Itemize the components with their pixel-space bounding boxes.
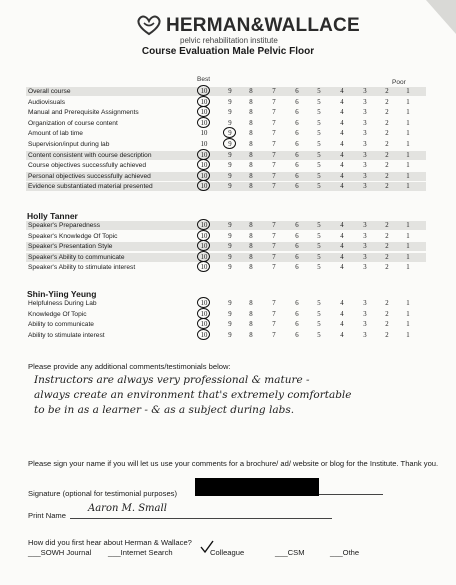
selected-rating-circle <box>197 85 210 96</box>
rating-option[interactable]: 9 <box>228 183 232 191</box>
rating-option[interactable]: 4 <box>340 141 344 148</box>
rating-option[interactable]: 2 <box>385 331 389 339</box>
rating-option[interactable]: 7 <box>272 98 276 106</box>
selected-rating-circle <box>223 138 236 149</box>
rating-option[interactable]: 5 <box>317 88 321 95</box>
signature-prompt: Please sign your name if you will let us use your comments for a brochure/ ad/ website or blog for the Institute. Thank you. <box>28 459 439 468</box>
signature-line[interactable] <box>319 494 383 495</box>
rating-option[interactable]: 5 <box>317 183 321 191</box>
rating-option[interactable]: 1 <box>406 141 410 148</box>
rating-option[interactable]: 7 <box>272 232 276 240</box>
rating-option[interactable]: 5 <box>317 130 321 138</box>
rating-option[interactable]: 4 <box>340 300 344 307</box>
rating-option[interactable]: 4 <box>340 172 344 180</box>
rating-option[interactable]: 9 <box>228 109 232 117</box>
rating-option[interactable]: 5 <box>317 109 321 117</box>
rating-option[interactable]: 9 <box>228 130 232 138</box>
rating-row-label: Audiovisuals <box>28 98 66 106</box>
rating-option[interactable]: 6 <box>295 243 299 251</box>
rating-row <box>26 182 426 191</box>
rating-option[interactable]: 3 <box>363 310 367 318</box>
selected-rating-circle <box>197 230 210 241</box>
rating-row <box>26 331 426 340</box>
rating-option[interactable]: 1 <box>406 264 410 272</box>
rating-option[interactable]: 3 <box>363 243 367 251</box>
rating-option[interactable]: 1 <box>406 98 410 106</box>
rating-option[interactable]: 3 <box>363 109 367 117</box>
rating-row <box>26 140 426 149</box>
rating-row <box>26 108 426 117</box>
rating-option[interactable]: 6 <box>295 98 299 106</box>
signature-label: Signature (optional for testimonial purposes) <box>28 489 178 498</box>
rating-option[interactable]: 6 <box>295 232 299 240</box>
rating-option[interactable]: 1 <box>406 243 410 251</box>
comment-line[interactable]: to be in as a learner - & as a subject during labs. <box>34 404 295 416</box>
rating-row-label: Organization of course content <box>28 119 118 127</box>
signature-redaction <box>195 478 319 496</box>
rating-option[interactable]: 5 <box>317 310 321 318</box>
print-name-line[interactable] <box>70 518 332 519</box>
rating-option[interactable]: 1 <box>406 232 410 240</box>
rating-row-label: Speaker's Presentation Style <box>28 243 113 251</box>
rating-option[interactable]: 8 <box>249 172 253 180</box>
rating-option[interactable]: 3 <box>363 264 367 272</box>
rating-option[interactable]: 6 <box>295 183 299 191</box>
rating-option[interactable]: 9 <box>228 88 232 95</box>
rating-option[interactable]: 9 <box>228 310 232 318</box>
rating-option[interactable]: 10 <box>200 162 208 170</box>
comment-line[interactable]: always create an environment that's extremely comfortable <box>34 389 352 401</box>
org-name: HERMAN&WALLACE <box>166 15 360 36</box>
rating-option[interactable]: 5 <box>317 151 321 159</box>
rating-option[interactable]: 9 <box>228 172 232 180</box>
rating-option[interactable]: 2 <box>385 130 389 138</box>
rating-option[interactable]: 1 <box>406 321 410 329</box>
rating-row-label: Evidence substantiated material presented <box>28 183 153 191</box>
rating-option[interactable]: 7 <box>272 300 276 307</box>
rating-option[interactable]: 4 <box>340 222 344 229</box>
rating-option[interactable]: 7 <box>272 88 276 95</box>
rating-option[interactable]: 7 <box>272 119 276 127</box>
rating-option[interactable]: 4 <box>340 130 344 138</box>
rating-option[interactable]: 6 <box>295 141 299 148</box>
rating-row <box>26 299 426 308</box>
rating-option[interactable]: 2 <box>385 222 389 229</box>
rating-option[interactable]: 7 <box>272 172 276 180</box>
comment-line[interactable]: Instructors are always very professional & mature - <box>34 374 310 386</box>
rating-option[interactable]: 6 <box>295 130 299 138</box>
rating-row-label: Ability to communicate <box>28 321 94 329</box>
hear-option-internet[interactable]: ___Internet Search <box>108 548 173 557</box>
rating-option[interactable]: 1 <box>406 151 410 159</box>
rating-option[interactable]: 6 <box>295 264 299 272</box>
selected-rating-circle <box>197 219 210 230</box>
rating-option[interactable]: 8 <box>249 264 253 272</box>
rating-option[interactable]: 3 <box>363 222 367 229</box>
rating-option[interactable]: 9 <box>228 243 232 251</box>
rating-option[interactable]: 6 <box>295 109 299 117</box>
selected-rating-circle <box>197 149 210 160</box>
rating-row <box>26 151 426 160</box>
rating-option[interactable]: 7 <box>272 183 276 191</box>
rating-option[interactable]: 1 <box>406 88 410 95</box>
rating-option[interactable]: 8 <box>249 109 253 117</box>
rating-option[interactable]: 2 <box>385 300 389 307</box>
print-name-value[interactable]: Aaron M. Small <box>88 503 167 514</box>
rating-option[interactable]: 4 <box>340 88 344 95</box>
rating-row <box>26 129 426 138</box>
rating-option[interactable]: 10 <box>200 130 208 138</box>
rating-option[interactable]: 8 <box>249 331 253 339</box>
rating-option[interactable]: 7 <box>272 321 276 329</box>
rating-option[interactable]: 4 <box>340 109 344 117</box>
rating-row-label: Speaker's Ability to communicate <box>28 253 125 261</box>
rating-option[interactable]: 4 <box>340 243 344 251</box>
rating-option[interactable]: 9 <box>228 321 232 329</box>
rating-row <box>26 263 426 272</box>
rating-option[interactable]: 4 <box>340 119 344 127</box>
rating-row-label: Supervision/input during lab <box>28 141 110 148</box>
rating-option[interactable]: 6 <box>295 310 299 318</box>
rating-option[interactable]: 10 <box>200 141 208 148</box>
rating-option[interactable]: 6 <box>295 162 299 170</box>
rating-option[interactable]: 9 <box>228 300 232 307</box>
rating-option[interactable]: 5 <box>317 300 321 307</box>
rating-row <box>26 161 426 170</box>
rating-option[interactable]: 4 <box>340 98 344 106</box>
page-corner-fold <box>426 0 456 34</box>
rating-option[interactable]: 8 <box>249 321 253 329</box>
rating-option[interactable]: 1 <box>406 162 410 170</box>
rating-option[interactable]: 8 <box>249 98 253 106</box>
rating-option[interactable]: 6 <box>295 172 299 180</box>
rating-option[interactable]: 8 <box>249 141 253 148</box>
rating-row-label: Amount of lab time <box>28 130 83 138</box>
rating-option[interactable]: 2 <box>385 183 389 191</box>
rating-option[interactable]: 10 <box>200 222 208 229</box>
rating-option[interactable]: 4 <box>340 253 344 261</box>
rating-option[interactable]: 1 <box>406 172 410 180</box>
instructor2-name: Shin-Yiing Yeung <box>27 289 97 299</box>
rating-option[interactable]: 10 <box>200 321 208 329</box>
rating-row-label: Speaker's Knowledge Of Topic <box>28 232 118 240</box>
rating-option[interactable]: 10 <box>200 151 208 159</box>
rating-option[interactable]: 4 <box>340 310 344 318</box>
rating-option[interactable]: 10 <box>200 119 208 127</box>
rating-row-label: Overall course <box>28 88 71 95</box>
rating-option[interactable]: 5 <box>317 321 321 329</box>
rating-option[interactable]: 8 <box>249 183 253 191</box>
rating-option[interactable]: 6 <box>295 321 299 329</box>
rating-option[interactable]: 10 <box>200 88 208 95</box>
selected-rating-circle <box>197 117 210 128</box>
rating-option[interactable]: 3 <box>363 331 367 339</box>
rating-option[interactable]: 8 <box>249 162 253 170</box>
rating-option[interactable]: 6 <box>295 253 299 261</box>
rating-option[interactable]: 7 <box>272 162 276 170</box>
rating-option[interactable]: 2 <box>385 243 389 251</box>
rating-row <box>26 320 426 329</box>
rating-option[interactable]: 3 <box>363 300 367 307</box>
rating-row-label: Speaker's Preparedness <box>28 222 101 229</box>
selected-rating-circle <box>197 170 210 181</box>
rating-option[interactable]: 4 <box>340 232 344 240</box>
rating-option[interactable]: 9 <box>228 232 232 240</box>
rating-option[interactable]: 6 <box>295 151 299 159</box>
rating-option[interactable]: 5 <box>317 141 321 148</box>
rating-row <box>26 242 426 251</box>
rating-option[interactable]: 5 <box>317 232 321 240</box>
org-tagline: pelvic rehabilitation institute <box>180 36 278 45</box>
selected-rating-circle <box>197 329 210 340</box>
rating-option[interactable]: 9 <box>228 253 232 261</box>
rating-option[interactable]: 1 <box>406 253 410 261</box>
rating-option[interactable]: 4 <box>340 331 344 339</box>
rating-option[interactable]: 1 <box>406 222 410 229</box>
hear-option-sowh[interactable]: ___SOWH Journal <box>28 548 92 557</box>
rating-option[interactable]: 9 <box>228 222 232 229</box>
rating-option[interactable]: 6 <box>295 119 299 127</box>
rating-option[interactable]: 5 <box>317 331 321 339</box>
rating-option[interactable]: 1 <box>406 130 410 138</box>
rating-option[interactable]: 3 <box>363 141 367 148</box>
rating-row-label: Helpfulness During Lab <box>28 300 97 307</box>
hear-option-colleague[interactable]: Colleague <box>210 548 245 557</box>
scale-best-label: Best <box>197 76 211 83</box>
rating-option[interactable]: 3 <box>363 98 367 106</box>
rating-option[interactable]: 9 <box>228 98 232 106</box>
rating-row <box>26 232 426 241</box>
rating-option[interactable]: 2 <box>385 232 389 240</box>
rating-option[interactable]: 7 <box>272 243 276 251</box>
rating-option[interactable]: 6 <box>295 300 299 307</box>
rating-option[interactable]: 10 <box>200 331 208 339</box>
instructor1-name: Holly Tanner <box>27 211 78 221</box>
rating-option[interactable]: 1 <box>406 183 410 191</box>
rating-option[interactable]: 3 <box>363 162 367 170</box>
rating-option[interactable]: 5 <box>317 264 321 272</box>
rating-option[interactable]: 10 <box>200 172 208 180</box>
rating-option[interactable]: 7 <box>272 264 276 272</box>
selected-rating-circle <box>197 251 210 262</box>
rating-option[interactable]: 4 <box>340 162 344 170</box>
rating-option[interactable]: 10 <box>200 109 208 117</box>
rating-option[interactable]: 8 <box>249 300 253 307</box>
hear-option-other[interactable]: ___Othe <box>330 548 360 557</box>
rating-row-label: Personal objectives successfully achieved <box>28 172 151 180</box>
rating-option[interactable]: 7 <box>272 310 276 318</box>
rating-option[interactable]: 2 <box>385 162 389 170</box>
rating-option[interactable]: 5 <box>317 222 321 229</box>
rating-option[interactable]: 1 <box>406 331 410 339</box>
rating-option[interactable]: 10 <box>200 98 208 106</box>
rating-option[interactable]: 3 <box>363 151 367 159</box>
rating-option[interactable]: 6 <box>295 222 299 229</box>
rating-option[interactable]: 1 <box>406 310 410 318</box>
rating-option[interactable]: 1 <box>406 300 410 307</box>
rating-option[interactable]: 1 <box>406 109 410 117</box>
rating-option[interactable]: 7 <box>272 253 276 261</box>
hear-option-csm[interactable]: ___CSM <box>275 548 305 557</box>
rating-option[interactable]: 5 <box>317 243 321 251</box>
rating-option[interactable]: 10 <box>200 300 208 307</box>
rating-option[interactable]: 3 <box>363 232 367 240</box>
rating-option[interactable]: 10 <box>200 253 208 261</box>
rating-option[interactable]: 4 <box>340 321 344 329</box>
rating-option[interactable]: 8 <box>249 243 253 251</box>
rating-option[interactable]: 5 <box>317 119 321 127</box>
rating-option[interactable]: 8 <box>249 88 253 95</box>
rating-option[interactable]: 2 <box>385 264 389 272</box>
rating-row <box>26 253 426 262</box>
rating-option[interactable]: 5 <box>317 98 321 106</box>
rating-option[interactable]: 3 <box>363 88 367 95</box>
rating-option[interactable]: 9 <box>228 151 232 159</box>
rating-option[interactable]: 3 <box>363 130 367 138</box>
comments-prompt: Please provide any additional comments/testimonials below: <box>28 362 231 371</box>
rating-option[interactable]: 1 <box>406 119 410 127</box>
rating-option[interactable]: 2 <box>385 310 389 318</box>
rating-row-label: Content consistent with course description <box>28 151 152 159</box>
rating-row-label: Manual and Prerequisite Assignments <box>28 109 139 117</box>
rating-option[interactable]: 6 <box>295 88 299 95</box>
rating-option[interactable]: 5 <box>317 172 321 180</box>
rating-option[interactable]: 2 <box>385 321 389 329</box>
rating-option[interactable]: 2 <box>385 172 389 180</box>
rating-option[interactable]: 2 <box>385 119 389 127</box>
rating-option[interactable]: 6 <box>295 331 299 339</box>
rating-option[interactable]: 8 <box>249 130 253 138</box>
rating-option[interactable]: 4 <box>340 151 344 159</box>
rating-option[interactable]: 8 <box>249 119 253 127</box>
rating-option[interactable]: 8 <box>249 310 253 318</box>
rating-option[interactable]: 4 <box>340 183 344 191</box>
rating-option[interactable]: 4 <box>340 264 344 272</box>
logo-mark-icon <box>136 14 162 38</box>
rating-option[interactable]: 7 <box>272 151 276 159</box>
rating-row-label: Knowledge Of Topic <box>28 310 87 318</box>
rating-row <box>26 172 426 181</box>
selected-rating-circle <box>197 297 210 308</box>
rating-option[interactable]: 8 <box>249 253 253 261</box>
rating-option[interactable]: 9 <box>228 264 232 272</box>
rating-option[interactable]: 2 <box>385 88 389 95</box>
rating-row-label: Course objectives successfully achieved <box>28 162 147 170</box>
rating-option[interactable]: 7 <box>272 222 276 229</box>
form-title: Course Evaluation Male Pelvic Floor <box>141 46 315 57</box>
rating-option[interactable]: 9 <box>228 162 232 170</box>
print-name-label: Print Name <box>28 511 66 520</box>
rating-row-label: Ability to stimulate interest <box>28 331 105 339</box>
selected-rating-circle <box>197 308 210 319</box>
rating-option[interactable]: 7 <box>272 130 276 138</box>
rating-option[interactable]: 7 <box>272 109 276 117</box>
rating-option[interactable]: 2 <box>385 109 389 117</box>
hear-question: How did you first hear about Herman & Wallace? <box>28 538 192 547</box>
rating-option[interactable]: 5 <box>317 162 321 170</box>
rating-row-label: Speaker's Ability to stimulate interest <box>28 264 136 272</box>
rating-option[interactable]: 9 <box>228 119 232 127</box>
rating-option[interactable]: 8 <box>249 222 253 229</box>
rating-option[interactable]: 9 <box>228 331 232 339</box>
rating-row <box>26 310 426 319</box>
rating-option[interactable]: 3 <box>363 172 367 180</box>
rating-option[interactable]: 10 <box>200 310 208 318</box>
scale-poor-label: Poor <box>392 79 406 86</box>
rating-row <box>26 98 426 107</box>
rating-option[interactable]: 10 <box>200 232 208 240</box>
rating-option[interactable]: 8 <box>249 151 253 159</box>
rating-option[interactable]: 10 <box>200 183 208 191</box>
rating-option[interactable]: 7 <box>272 141 276 148</box>
rating-option[interactable]: 2 <box>385 253 389 261</box>
rating-option[interactable]: 10 <box>200 243 208 251</box>
rating-option[interactable]: 2 <box>385 141 389 148</box>
rating-option[interactable]: 9 <box>228 141 232 148</box>
rating-option[interactable]: 5 <box>317 253 321 261</box>
rating-row <box>26 87 426 96</box>
rating-option[interactable]: 10 <box>200 264 208 272</box>
rating-row <box>26 221 426 230</box>
rating-option[interactable]: 2 <box>385 151 389 159</box>
selected-rating-circle <box>197 96 210 107</box>
rating-option[interactable]: 8 <box>249 232 253 240</box>
rating-option[interactable]: 3 <box>363 253 367 261</box>
rating-option[interactable]: 3 <box>363 321 367 329</box>
rating-option[interactable]: 7 <box>272 331 276 339</box>
rating-option[interactable]: 2 <box>385 98 389 106</box>
rating-option[interactable]: 3 <box>363 119 367 127</box>
rating-option[interactable]: 3 <box>363 183 367 191</box>
